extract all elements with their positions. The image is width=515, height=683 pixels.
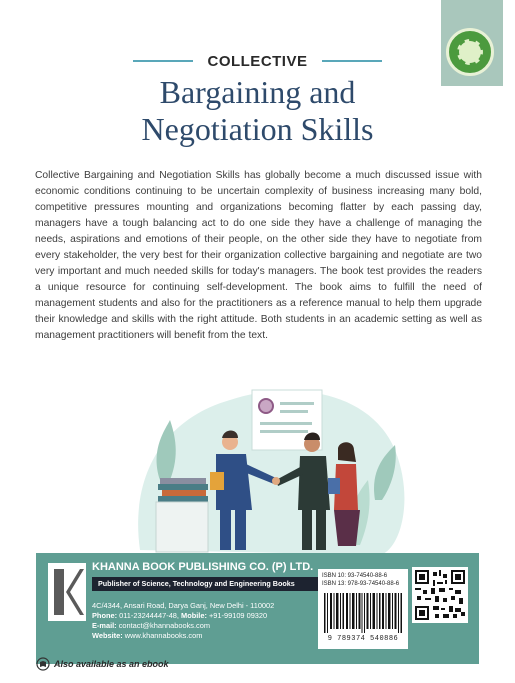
book-title bbox=[0, 74, 515, 148]
publisher-website-line bbox=[92, 631, 202, 640]
isbn-10: ISBN 10: 93-74540-88-6 bbox=[322, 573, 388, 579]
email-label: E-mail: bbox=[92, 621, 117, 630]
publisher-tagline: Publisher of Science, Technology and Engineering Books bbox=[92, 577, 318, 591]
phone-value: 011-23244447-48, bbox=[119, 611, 179, 620]
ebook-icon bbox=[36, 657, 50, 671]
series-label: COLLECTIVE bbox=[207, 52, 308, 70]
series-row bbox=[0, 52, 515, 70]
ebook-text: Also available as an ebook bbox=[54, 659, 169, 669]
mobile-value: +91-99109 09320 bbox=[208, 611, 268, 620]
barcode bbox=[324, 593, 402, 633]
publisher-name: KHANNA BOOK PUBLISHING CO. (P) LTD. bbox=[92, 561, 314, 573]
mobile-label: Mobile: bbox=[181, 611, 207, 620]
website-label: Website: bbox=[92, 631, 123, 640]
barcode-number: 9 789374 540886 bbox=[327, 635, 399, 643]
publisher-address: 4C/4344, Ansari Road, Darya Ganj, New Delhi - 110002 bbox=[92, 601, 275, 610]
publisher-logo-icon bbox=[48, 563, 86, 621]
title-line-1: Bargaining and bbox=[159, 74, 356, 110]
website-value: www.khannabooks.com bbox=[124, 631, 203, 640]
series-line-right bbox=[322, 60, 382, 62]
publisher-email-line bbox=[92, 621, 210, 630]
blurb-text: Collective Bargaining and Negotiation Skills has globally become a much discussed issue with economic conditions continuing to be uncertain complexity of business increasing many bold, competitive pressures mounting and organizations becoming flatter by each passing day, managers have a tough balancing act to do one side they have a challenge of managing the needs, aspirations and emotions of their people, on the other side they have to negotiate from every stakeholder, the very best for their organization collective bargaining and negotiate are two very important and much needed skills for today's managers. The book test provides the readers a unique resource for continuing self-development. The book aims to fulfill the need of management students and also for the practitioners as a reference manual to help them upgrade their knowledge and skills with the right attitude. Both students in an academic setting as well as management practitioners will benefit from the text. bbox=[35, 170, 482, 341]
title-line-2: Negotiation Skills bbox=[141, 111, 374, 147]
qr-code bbox=[412, 567, 468, 623]
email-value: contact@khannabooks.com bbox=[118, 621, 211, 630]
series-line-left bbox=[133, 60, 193, 62]
isbn-13: ISBN 13: 978-93-74540-88-6 bbox=[322, 581, 400, 587]
publisher-footer bbox=[36, 553, 479, 664]
isbn-block bbox=[318, 569, 408, 649]
publisher-phone-line bbox=[92, 611, 267, 620]
negotiation-illustration bbox=[120, 360, 420, 560]
ebook-note bbox=[36, 656, 169, 672]
phone-label: Phone: bbox=[92, 611, 118, 620]
